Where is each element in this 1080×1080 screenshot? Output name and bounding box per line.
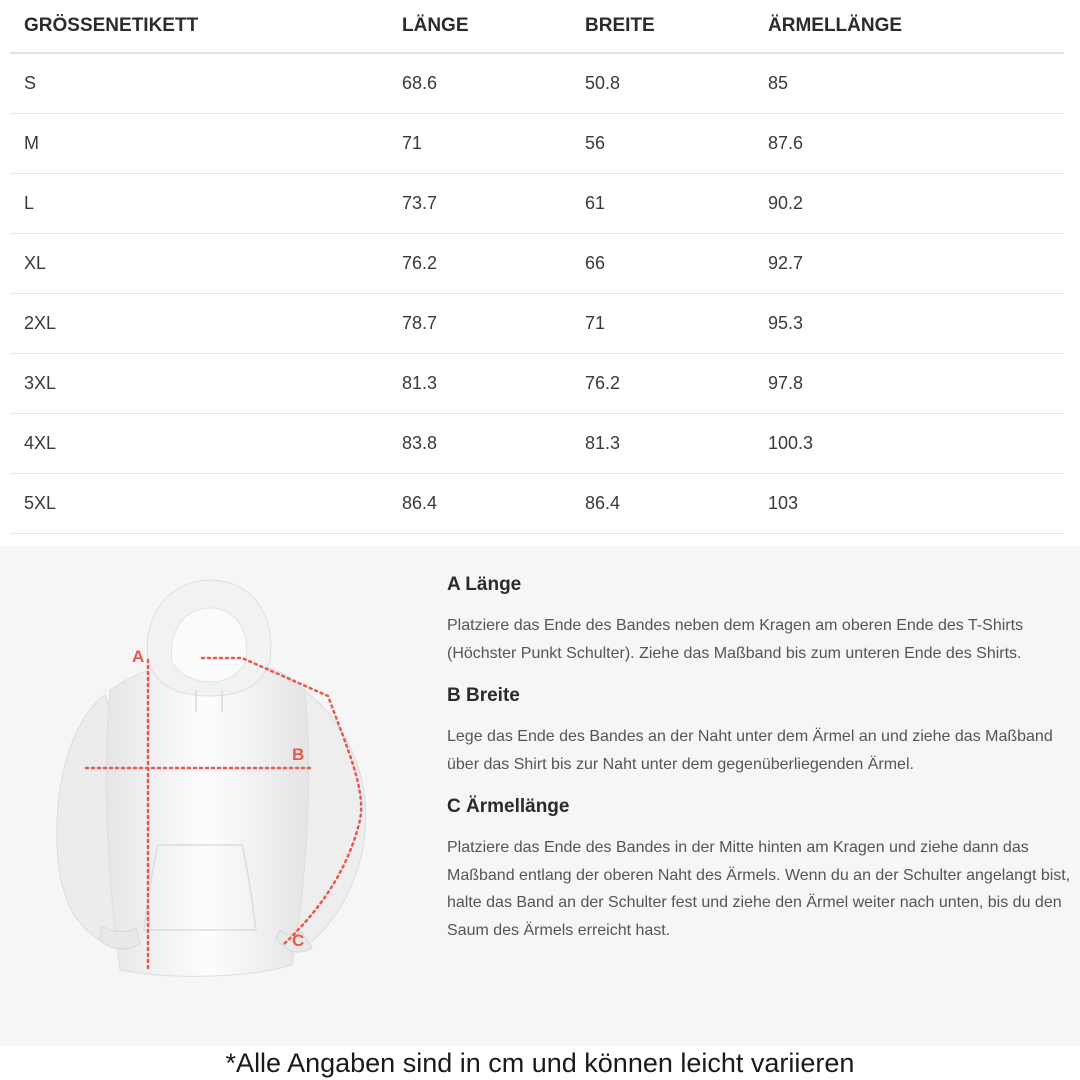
table-row: [10, 114, 1064, 174]
cell-size: S: [10, 53, 402, 114]
table-header-row: [10, 0, 1064, 53]
column-header-size: GRÖSSENETIKETT: [10, 0, 402, 53]
size-table: [10, 0, 1064, 534]
cell-sleeve-length: 85: [768, 53, 1064, 114]
cell-size: 2XL: [10, 294, 402, 354]
cell-length: 68.6: [402, 53, 585, 114]
marker-a: A: [132, 647, 145, 666]
cell-sleeve-length: 90.2: [768, 174, 1064, 234]
cell-width: 76.2: [585, 354, 768, 414]
cell-sleeve-length: 95.3: [768, 294, 1064, 354]
footnote: *Alle Angaben sind in cm und können leicht variieren: [225, 1048, 855, 1078]
table-row: [10, 414, 1064, 474]
cell-size: 4XL: [10, 414, 402, 474]
cell-length: 83.8: [402, 414, 585, 474]
hoodie-silhouette: [57, 580, 366, 976]
cell-sleeve-length: 97.8: [768, 354, 1064, 414]
guide-heading: B Breite: [447, 685, 520, 706]
cell-size: 5XL: [10, 474, 402, 534]
cell-width: 66: [585, 234, 768, 294]
column-header-sleeve-length: ÄRMELLÄNGE: [768, 0, 1064, 53]
table-row: [10, 294, 1064, 354]
guide-section-sleeve-length: [447, 794, 1072, 944]
cell-length: 73.7: [402, 174, 585, 234]
table-row: [10, 474, 1064, 534]
cell-width: 71: [585, 294, 768, 354]
cell-width: 86.4: [585, 474, 768, 534]
column-header-width: BREITE: [585, 0, 768, 53]
cell-width: 61: [585, 174, 768, 234]
cell-width: 56: [585, 114, 768, 174]
cell-length: 76.2: [402, 234, 585, 294]
guide-body: Platziere das Ende des Bandes in der Mitte hinten am Kragen und ziehe dann das Maßband entlang der oberen Naht des Ärmels. Wenn du an der Schulter angelangt bist, halte das Band an der Schulter fest und ziehe den Ärmel weiter nach unten, bis du den Saum des Ärmels erreicht hast.: [447, 839, 1071, 939]
guide-heading: A Länge: [447, 574, 522, 595]
guide-section-width: [447, 683, 1072, 778]
cell-sleeve-length: 92.7: [768, 234, 1064, 294]
cell-length: 71: [402, 114, 585, 174]
guide-body: Lege das Ende des Bandes an der Naht unter dem Ärmel an und ziehe das Maßband über das Shirt bis zur Naht unter dem gegenüberliegenden Ärmel.: [447, 728, 1053, 773]
table-row: [10, 234, 1064, 294]
column-header-length: LÄNGE: [402, 0, 585, 53]
marker-c: C: [292, 931, 305, 950]
hoodie-measurement-illustration: [30, 560, 400, 1000]
cell-length: 86.4: [402, 474, 585, 534]
cell-length: 81.3: [402, 354, 585, 414]
cell-size: XL: [10, 234, 402, 294]
guide-text-column: [447, 572, 1072, 960]
cell-size: L: [10, 174, 402, 234]
guide-body: Platziere das Ende des Bandes neben dem Kragen am oberen Ende des T-Shirts (Höchster Punkt Schulter). Ziehe das Maßband bis zum unteren Ende des Shirts.: [447, 617, 1024, 662]
guide-heading: C Ärmellänge: [447, 796, 570, 817]
cell-width: 50.8: [585, 53, 768, 114]
marker-b: B: [292, 745, 305, 764]
table-row: [10, 53, 1064, 114]
measurement-guide: [0, 546, 1080, 1046]
cell-length: 78.7: [402, 294, 585, 354]
cell-width: 81.3: [585, 414, 768, 474]
table-row: [10, 174, 1064, 234]
cell-sleeve-length: 87.6: [768, 114, 1064, 174]
table-row: [10, 354, 1064, 414]
cell-size: 3XL: [10, 354, 402, 414]
cell-sleeve-length: 100.3: [768, 414, 1064, 474]
cell-sleeve-length: 103: [768, 474, 1064, 534]
guide-section-length: [447, 572, 1072, 667]
cell-size: M: [10, 114, 402, 174]
